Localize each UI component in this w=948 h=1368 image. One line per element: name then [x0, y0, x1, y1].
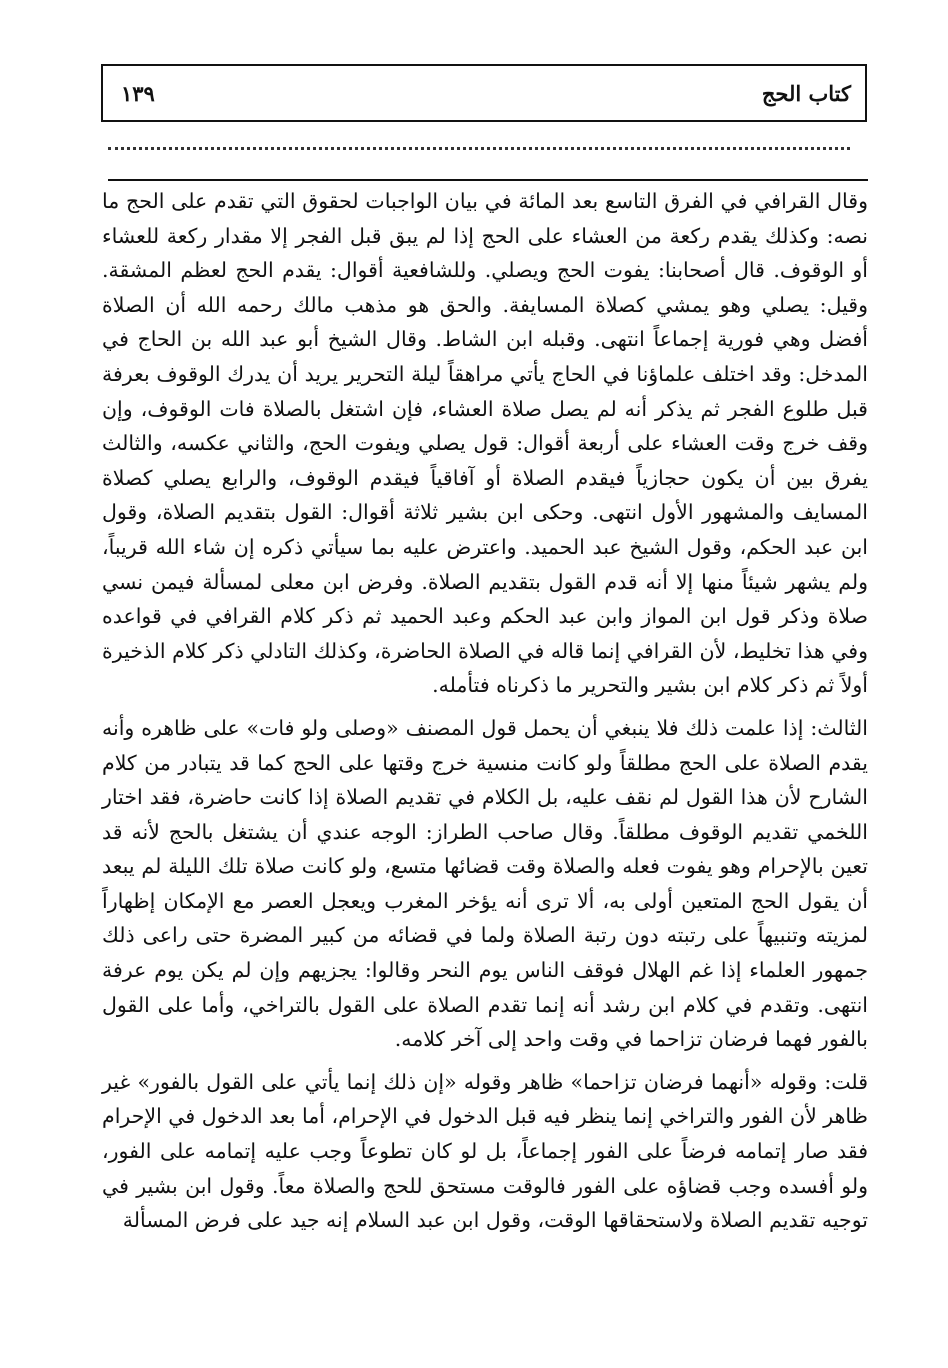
solid-divider	[108, 179, 868, 181]
book-title: كتاب الحج	[761, 81, 851, 106]
page-number: ١٣٩	[121, 81, 155, 106]
paragraph: الثالث: إذا علمت ذلك فلا ينبغي أن يحمل قول المصنف «وصلى ولو فات» على ظاهره وأنه يقدم الصلاة على الحج مطلقاً ولو كانت منسية خرج وقتها على الحج كما قد يتبادر من كلام الشارح لأن هذا القول لم نقف عليه، بل الكلام في تقديم الصلاة إذا كانت حاضرة، فقد اختار اللخمي تقديم الوقوف مطلقاً. وقال صاحب الطراز: الوجه عندي أن يشتغل بالحج لأنه قد تعين بالإحرام وهو يفوت فعله والصلاة وقت قضائها متسع، ولو كانت صلاة تلك الليلة لم يبعد أن يقول الحج المتعين أولى به، ألا ترى أنه يؤخر المغرب ويعجل العصر مع الإمكان إظهاراً لمزيته وتنبيهاً على رتبته دون رتبة الصلاة ولما في قضائه من كبير المضرة حتى راعى ذلك جمهور العلماء إذا غم الهلال فوقف الناس يوم النحر وقالوا: يجزيهم وإن لم يكن يوم عرفة انتهى. وتقدم في كلام ابن رشد أنه إنما تقدم الصلاة على القول بالتراخي، وأما على القول بالفور فهما فرضان تزاحما في وقت واحد إلى آخر كلامه.	[102, 715, 868, 1052]
dotted-divider	[108, 147, 850, 150]
running-header	[101, 64, 867, 122]
page-body	[102, 184, 868, 1238]
paragraph: وقال القرافي في الفرق التاسع بعد المائة في بيان الواجبات لحقوق التي تقدم على الحج ما نصه: وكذلك يقدم ركعة من العشاء على الحج إذا لم يبق قبل الفجر إلا مقدار ركعة للعشاء أو الوقوف. قال أصحابنا: يفوت الحج ويصلي. وللشافعية أقوال: يقدم الحج لعظم المشقة. وقيل: يصلي وهو يمشي كصلاة المسايفة. والحق هو مذهب مالك رحمه الله أن الصلاة أفضل وهي فورية إجماعاً انتهى. وقبله ابن الشاط. وقال الشيخ أبو عبد الله بن الحاج في المدخل: وقد اختلف علماؤنا في الحاج يأتي مراهقاً ليلة التحرير يريد أن يدرك الوقوف بعرفة قبل طلوع الفجر ثم يذكر أنه لم يصل صلاة العشاء، فإن اشتغل بالصلاة فات الوقوف، وإن وقف خرج وقت العشاء على أربعة أقوال: قول يصلي ويفوت الحج، والثاني عكسه، والثالث يفرق بين أن يكون حجازياً فيقدم الصلاة أو آفاقياً فيقدم الوقوف، والرابع يصلي كصلاة المسايف والمشهور الأول انتهى. وحكى ابن بشير ثلاثة أقوال: القول بتقديم الصلاة، وقول ابن عبد الحكم، وقول الشيخ عبد الحميد. واعترض عليه بما سيأتي ذكره إن شاء الله قريباً، ولم يشهر شيئاً منها إلا أنه قدم القول بتقديم الصلاة. وفرض ابن معلى لمسألة فيمن نسي صلاة وذكر قول ابن المواز وابن عبد الحكم وعبد الحميد ثم ذكر كلام القرافي في قواعده وفي هذا تخليط، لأن القرافي إنما قاله في الصلاة الحاضرة، وكذلك التادلي ذكر كلام الذخيرة أولاً ثم ذكر كلام ابن بشير والتحرير ما ذكرناه فتأمله.	[102, 189, 868, 698]
paragraph: قلت: وقوله «أنهما فرضان تزاحما» ظاهر وقوله «إن ذلك إنما يأتي على القول بالفور» غير ظاهر لأن الفور والتراخي إنما ينظر فيه قبل الدخول في الإحرام، أما بعد الدخول في الإحرام فقد صار إتمامه فرضاً على الفور إجماعاً، بل لو كان تطوعاً وجب عليه إتمامه على الفور، ولو أفسده وجب قضاؤه على الفور فالوقت مستحق للحج والصلاة معاً. وقول ابن بشير في توجيه تقديم الصلاة ولاستحقاقها الوقت، وقول ابن عبد السلام إنه جيد على فرض المسألة	[102, 1069, 868, 1233]
